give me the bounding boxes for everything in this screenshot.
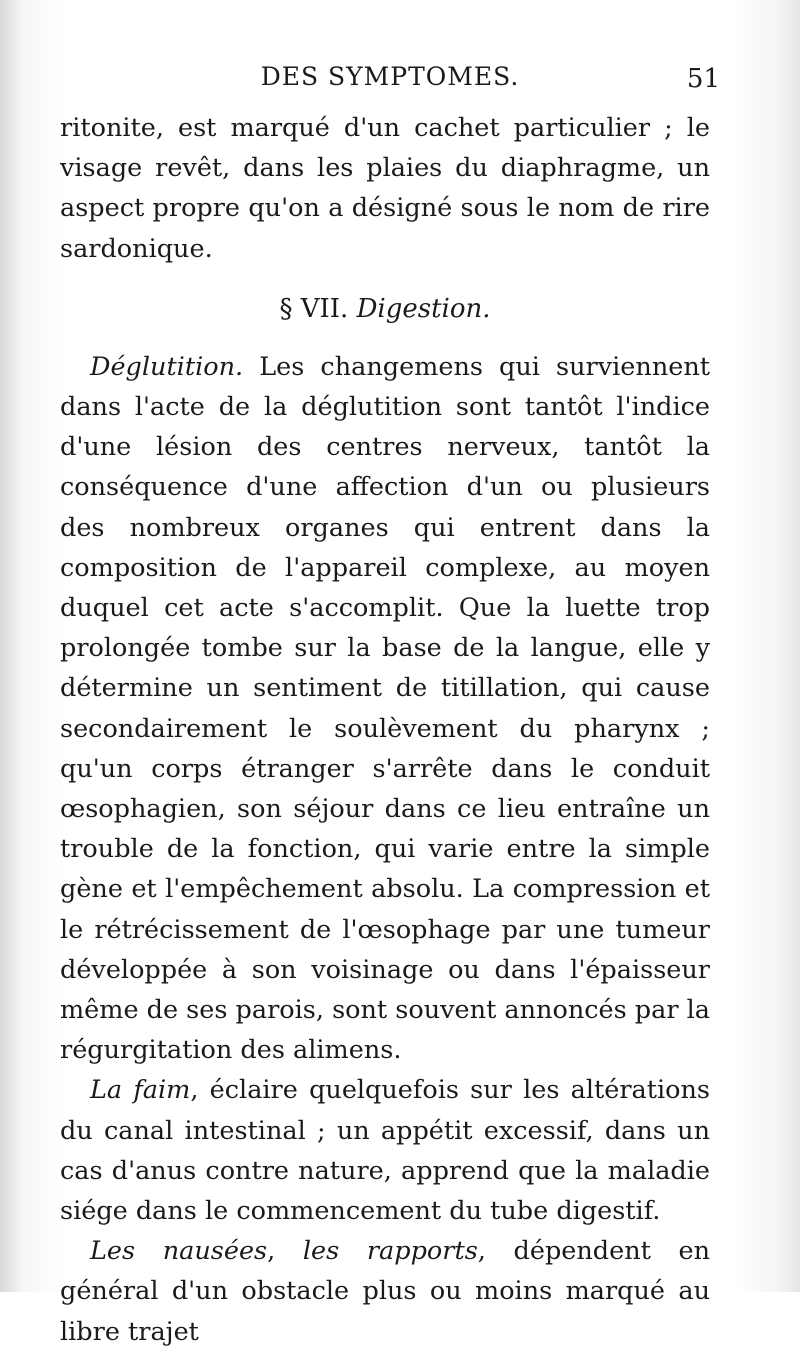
running-title: DES SYMPTOMES. [260, 62, 520, 91]
paragraph-faim [60, 1070, 710, 1231]
paragraph-body-faim: , éclaire quelquefois sur les altérations du canal intestinal ; un appétit excessif, dans un cas d'anus contre nature, apprend que la maladie siége dans le commencement du tube digestif. [60, 1075, 710, 1227]
section-heading [60, 291, 710, 327]
paragraph-continuation: ritonite, est marqué d'un cachet particulier ; le visage revêt, dans les plaies du diaphragme, un aspect propre qu'on a désigné sous le nom de rire sardonique. [60, 113, 710, 264]
paragraph-lead-faim: La faim [90, 1075, 191, 1106]
paragraph-deglutition [60, 347, 710, 1071]
paragraph-body-deglutition: Les changemens qui surviennent dans l'acte de la déglutition sont tantôt l'indice d'une lésion des centres nerveux, tantôt la conséquence d'une affection d'un ou plusieurs des nombreux organes qui entrent dans la composition de l'appareil complexe, au moyen duquel cet acte s'accomplit. Que la luette trop prolongée tombe sur la base de la langue, elle y détermine un sentiment de titillation, qui cause secondairement le soulèvement du pharynx ; qu'un corps étranger s'arrête dans le conduit œsophagien, son séjour dans ce lieu entraîne un trouble de la fonction, qui varie entre la simple gène et l'empêchement absolu. La compression et le rétrécissement de l'œsophage par une tumeur développée à son voisinage ou dans l'épaisseur même de ses parois, sont souvent annoncés par la régurgitation des alimens. [60, 351, 710, 1066]
paragraph-body-nausees: , dépendent en général d'un obstacle plus ou moins marqué au libre trajet [60, 1236, 711, 1347]
running-head [60, 62, 720, 102]
section-number: § VII. [279, 293, 349, 324]
paragraph-lead-deglutition: Déglutition. [90, 351, 244, 382]
paragraph-lead-nausees: Les nausées [90, 1236, 268, 1267]
section-title: Digestion. [356, 293, 491, 324]
paragraph-separator: , [267, 1236, 303, 1267]
body-text [60, 108, 710, 1352]
paragraph-lead-rapports: les rapports [302, 1236, 478, 1267]
page-number: 51 [686, 64, 720, 94]
